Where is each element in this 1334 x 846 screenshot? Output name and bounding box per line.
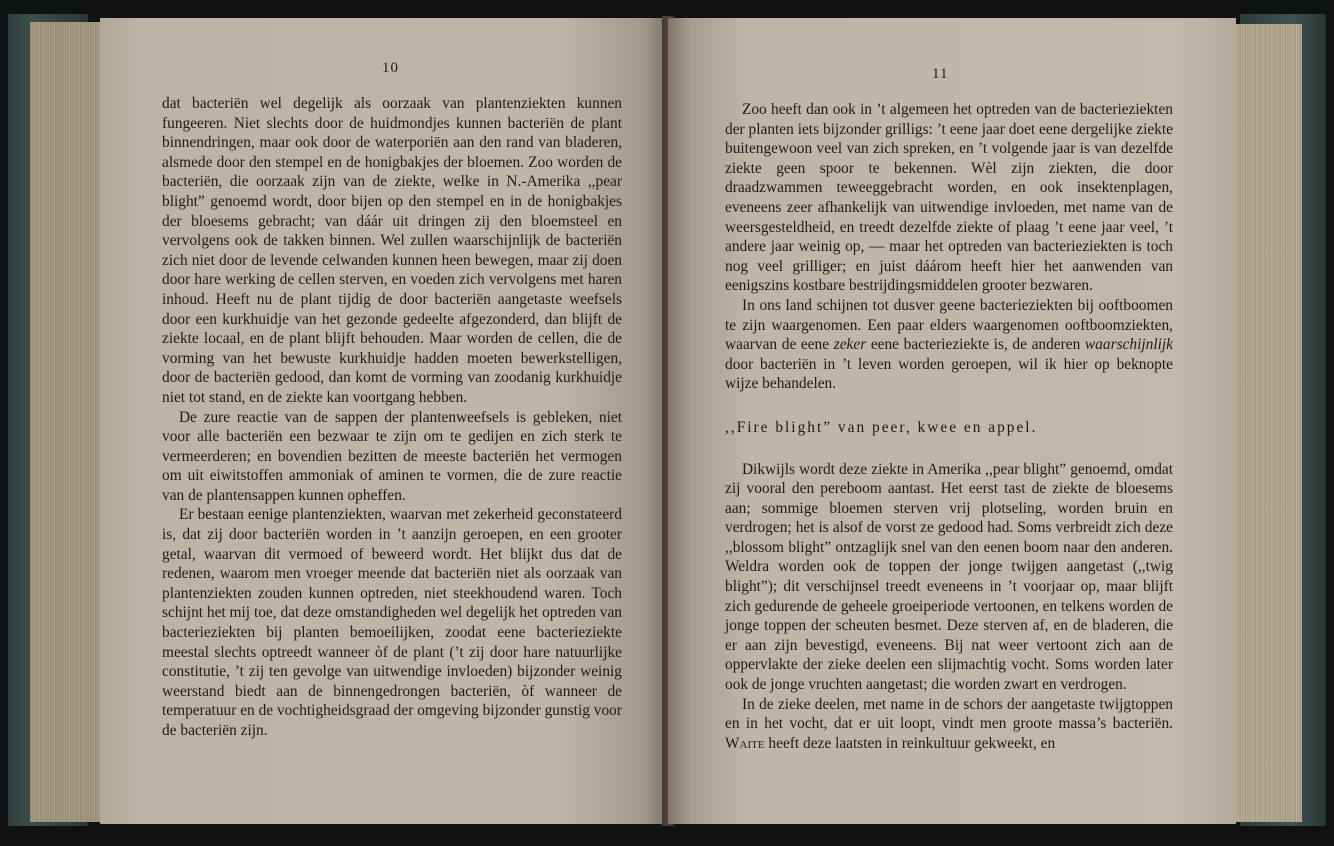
text-run: In de zieke deelen, met name in de schors der aangetaste twijgtoppen en in het vocht, dat er uit loopt, vindt men groote massa’s bacteriën. [725,695,1173,733]
paragraph: dat bacteriën wel degelijk als oorzaak van plantenziekten kunnen fungeeren. Niet slechts door de huidmondjes kunnen bacteriën de plant binnendringen, maar ook door de waterporiën aan den rand van bladeren, alsmede door den stempel en de honigbakjes der bloemen. Zoo worden de bacteriën, die oorzaak zijn van de ziekte, welke in N.-Amerika ,,pear blight” genoemd wordt, door bijen op den stempel en in de honigbakjes der bloesems gebracht; van dáár uit dringen zij den bloemsteel en vervolgens ook de takken binnen. Wel zullen waarschijnlijk de bacteriën zich niet door de levende celwanden kunnen heen bewegen, maar zij doen door hare werking de cellen sterven, en voeden zich vervolgens met haren inhoud. Heeft nu de plant tijdig de door bacteriën aangetaste weefsels door een kurkhuidje van het gezonde gedeelte afgezonderd, dan blijft de ziekte locaal, en de plant blijft behouden. Maar worden de cellen, die de vorming van het bewuste kurkhuidje hadden moeten bewerkstelligen, door de bacteriën gedood, dan komt de vorming van zoodanig kurkhuidje niet tot stand, en de ziekte kan voortgang hebben. [162,95,622,406]
text-run: door bacteriën in ’t leven worden geroepen, wil ik hier op beknopte wijze behandelen. [725,355,1173,393]
author-name: Waite [725,734,765,752]
page-number: 10 [382,60,399,76]
text-run: heeft deze laatsten in reinkultuur gekweekt, en [764,734,1056,752]
right-page [668,18,1236,824]
left-page-text [162,94,622,741]
right-page-text [725,100,1173,753]
emphasis: zeker [833,336,867,354]
left-page [100,18,666,824]
text-run: In ons land schijnen tot dusver geene bacterieziekten bij ooftboomen te zijn waargenomen. Een paar elders waargenomen ooftboomziekten, waarvan de eene [725,296,1173,354]
text-run: eene bacterieziekte is, de anderen [866,336,1085,354]
section-heading: ,,Fire blight” van peer, kwee en appel. [725,418,1038,436]
paragraph: Er bestaan eenige plantenziekten, waarvan met zekerheid geconstateerd is, dat zij door bacteriën worden in ’t aanzijn geroepen, en een grooter getal, waarvan dit vermoed of beweerd wordt. Het blijkt dus dat de redenen, waarom men vroeger meende dat bacteriën niet als oorzaak van plantenziekten zouden kunnen optreden, niet steekhoudend waren. Toch schijnt het mij toe, dat deze omstandigheden wel degelijk het optreden van bacterieziekten bij planten bemoeilijken, zoodat eene bacterieziekte meestal slechts optreedt wanneer òf de plant (’t zij door hare natuurlijke constitutie, ’t zij ten gevolge van uitwendige invloeden) bijzonder weinig weerstand biedt aan de binnengedrongen bacteriën, òf wanneer de temperatuur en de vochtigheidsgraad der omgeving bijzonder gunstig voor de bacteriën zijn. [162,506,622,739]
page-edges-right [1232,24,1302,822]
paragraph: De zure reactie van de sappen der plantenweefsels is gebleken, niet voor alle bacteriën een bezwaar te zijn om te gedijen en zich sterk te vermeerderen; en bovendien bezitten de meeste bacteriën het vermogen om uit eiwitstoffen ammoniak of aminen te vormen, die de zure reactie van de plantensappen kunnen opheffen. [162,408,622,504]
paragraph: Zoo heeft dan ook in ’t algemeen het optreden van de bacterieziekten der planten iets bijzonder grilligs: ’t eene jaar doet eene dergelijke ziekte buitengewoon veel van zich spreken, en ’t volgende jaar is van dezelfde ziekte geen spoor te bekennen. Wèl zijn ziekten, die door draadzwammen teweeggebracht worden, en ook insektenplagen, eveneens zeer afhankelijk van uitwendige invloeden, met name van de weersgesteldheid, en treedt dezelfde ziekte of plaag ’t eene jaar veel, ’t andere jaar weinig op, — maar het optreden van bacterieziekten is toch nog veel grilliger; en juist dáárom heeft hier het aanwenden van eenigszins kostbare bestrijdingsmiddelen grooter bezwaren. [725,101,1173,295]
paragraph: Dikwijls wordt deze ziekte in Amerika ,,pear blight” genoemd, omdat zij vooral den pereboom aantast. Het eerst tast de ziekte de bloesems aan; sommige bloemen sterven vrij plotseling, worden bruin en verdrogen; het is alsof de vorst ze gedood had. Soms verbreidt zich deze ,,blossom blight” ontzaglijk snel van den eenen boom naar den anderen. Weldra worden ook de toppen der jonge twijgen aangetast (,,twig blight”); dit verschijnsel treedt eveneens in ’t voorjaar op, maar blijft zich gedurende de geheele groeiperiode vertoonen, en telkens worden de jonge toppen der scheuten besmet. Deze sterven af, en de bladeren, die er aan zijn bevestigd, eveneens. Bij nat weer vertoont zich aan de oppervlakte der zieke deelen een slijmachtig vocht. Soms worden later ook de jonge vruchten aangetast; die worden zwart en verdrogen. [725,460,1173,694]
emphasis: waarschijnlijk [1084,336,1173,354]
paragraph [725,695,1173,754]
paragraph [725,296,1173,394]
page-number: 11 [932,66,949,82]
page-edges-left [30,22,106,822]
